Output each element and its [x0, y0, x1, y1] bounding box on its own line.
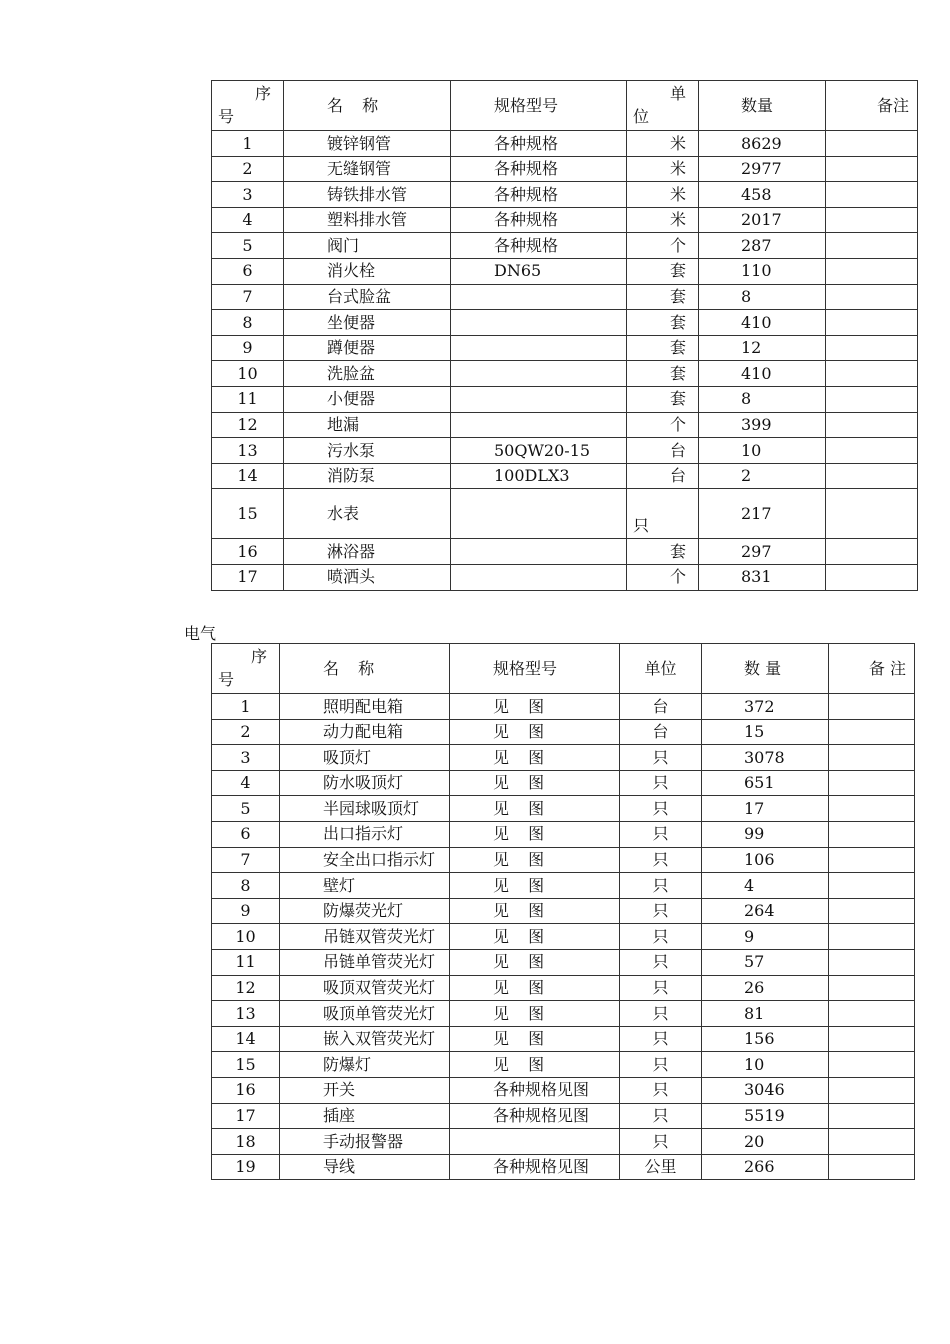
- cell-no: 9: [212, 335, 284, 361]
- header-name-text: 名 称: [327, 95, 379, 115]
- cell-spec-text: 各种规格见图: [493, 1080, 590, 1100]
- cell-note: [829, 873, 915, 899]
- table-row: [212, 1129, 915, 1155]
- table-row: [212, 284, 918, 310]
- section-label-electrical: 电气: [184, 624, 217, 643]
- cell-note: [826, 539, 918, 565]
- cell-qty: 3046: [702, 1077, 829, 1103]
- cell-no: 16: [212, 539, 284, 565]
- cell-qty: 297: [699, 539, 826, 565]
- cell-spec: DN65: [451, 258, 627, 284]
- cell-no: 2: [212, 156, 284, 182]
- table-row: [212, 949, 915, 975]
- cell-no: 12: [212, 975, 280, 1001]
- cell-spec: [450, 770, 620, 796]
- cell-note: [826, 463, 918, 489]
- header-note: 备注: [826, 81, 918, 131]
- cell-spec: 50QW20-15: [451, 438, 627, 464]
- cell-spec: 各种规格: [451, 233, 627, 259]
- cell-name: 插座: [280, 1103, 450, 1129]
- cell-spec: 各种规格: [451, 207, 627, 233]
- plumbing-materials-table: [211, 80, 918, 591]
- table-row: [212, 796, 915, 822]
- table-row: [212, 233, 918, 259]
- cell-spec: [450, 1026, 620, 1052]
- cell-note: [826, 564, 918, 590]
- cell-name: 阀门: [284, 233, 451, 259]
- cell-note: [829, 847, 915, 873]
- cell-no: 2: [212, 719, 280, 745]
- cell-note: [829, 1001, 915, 1027]
- cell-note: [826, 412, 918, 438]
- header-unit-top: 单: [669, 84, 686, 103]
- cell-note: [826, 258, 918, 284]
- cell-qty: 8629: [699, 131, 826, 157]
- cell-note: [829, 1154, 915, 1180]
- cell-name: 防水吸顶灯: [280, 770, 450, 796]
- cell-no: 8: [212, 873, 280, 899]
- cell-spec-text: 见 图: [493, 747, 545, 767]
- cell-no: 15: [212, 1052, 280, 1078]
- cell-unit: 只: [620, 847, 702, 873]
- table-row: [212, 386, 918, 412]
- table-row: [212, 924, 915, 950]
- cell-unit: [627, 489, 699, 539]
- cell-qty: 5519: [702, 1103, 829, 1129]
- header-spec: 规格型号: [450, 644, 620, 694]
- table-row: [212, 412, 918, 438]
- cell-qty: 266: [702, 1154, 829, 1180]
- cell-qty: 110: [699, 258, 826, 284]
- cell-note: [826, 131, 918, 157]
- cell-spec: [450, 719, 620, 745]
- cell-no: 5: [212, 233, 284, 259]
- table-row: [212, 847, 915, 873]
- table-row: [212, 489, 918, 539]
- cell-spec-text: 见 图: [493, 1054, 545, 1074]
- cell-no: 13: [212, 438, 284, 464]
- cell-unit: 只: [620, 1026, 702, 1052]
- header-name: [280, 644, 450, 694]
- table-row: [212, 821, 915, 847]
- cell-note: [829, 770, 915, 796]
- cell-spec: 100DLX3: [451, 463, 627, 489]
- cell-note: [829, 898, 915, 924]
- cell-name: 手动报警器: [280, 1129, 450, 1155]
- cell-name: 台式脸盆: [284, 284, 451, 310]
- cell-spec: [450, 1001, 620, 1027]
- cell-spec: [451, 412, 627, 438]
- cell-name: 消防泵: [284, 463, 451, 489]
- cell-no: 10: [212, 924, 280, 950]
- cell-qty: 410: [699, 361, 826, 387]
- cell-no: 10: [212, 361, 284, 387]
- table-row: [212, 694, 915, 720]
- table-row: [212, 898, 915, 924]
- cell-name: 导线: [280, 1154, 450, 1180]
- cell-unit: 只: [620, 1077, 702, 1103]
- table-row: [212, 770, 915, 796]
- header-seq-top: 序: [250, 647, 267, 666]
- table-row: [212, 182, 918, 208]
- cell-name: 吸顶灯: [280, 745, 450, 771]
- cell-qty: 458: [699, 182, 826, 208]
- cell-no: 6: [212, 258, 284, 284]
- cell-name: 吊链双管荧光灯: [280, 924, 450, 950]
- cell-name: 开关: [280, 1077, 450, 1103]
- cell-name: 水表: [284, 489, 451, 539]
- header-seq-bottom: 号: [218, 107, 235, 127]
- header-note: 备 注: [829, 644, 915, 694]
- header-unit: [627, 81, 699, 131]
- cell-spec-text: 见 图: [493, 722, 545, 742]
- cell-note: [829, 821, 915, 847]
- cell-qty: 264: [702, 898, 829, 924]
- cell-unit: 只: [620, 1052, 702, 1078]
- cell-no: 17: [212, 1103, 280, 1129]
- cell-unit: 只: [620, 949, 702, 975]
- cell-spec: [450, 796, 620, 822]
- table-row: [212, 335, 918, 361]
- cell-qty: 9: [702, 924, 829, 950]
- cell-name: 无缝钢管: [284, 156, 451, 182]
- cell-spec: [450, 1052, 620, 1078]
- cell-no: 11: [212, 386, 284, 412]
- cell-note: [826, 386, 918, 412]
- header-spec: 规格型号: [451, 81, 627, 131]
- cell-name: 蹲便器: [284, 335, 451, 361]
- cell-unit: 只: [620, 1103, 702, 1129]
- cell-no: 9: [212, 898, 280, 924]
- cell-note: [829, 745, 915, 771]
- cell-name: 吸顶双管荧光灯: [280, 975, 450, 1001]
- cell-qty: 8: [699, 284, 826, 310]
- cell-qty: 2: [699, 463, 826, 489]
- cell-note: [826, 335, 918, 361]
- cell-no: 16: [212, 1077, 280, 1103]
- cell-qty: 2017: [699, 207, 826, 233]
- cell-unit: 套: [627, 258, 699, 284]
- cell-qty: 20: [702, 1129, 829, 1155]
- cell-no: 4: [212, 770, 280, 796]
- cell-note: [826, 310, 918, 336]
- cell-unit: 套: [627, 310, 699, 336]
- cell-spec-text: 见 图: [493, 1003, 545, 1023]
- table-row: [212, 719, 915, 745]
- cell-name: 淋浴器: [284, 539, 451, 565]
- cell-unit: 只: [620, 796, 702, 822]
- header-seq: [212, 81, 284, 131]
- table-row: [212, 1077, 915, 1103]
- cell-unit: 只: [620, 898, 702, 924]
- cell-unit: 只: [620, 975, 702, 1001]
- cell-unit: 只: [620, 924, 702, 950]
- cell-unit: 套: [627, 361, 699, 387]
- cell-name: 半园球吸顶灯: [280, 796, 450, 822]
- cell-spec-text: 见 图: [493, 824, 545, 844]
- cell-spec-text: 各种规格见图: [493, 1106, 590, 1125]
- cell-note: [829, 1077, 915, 1103]
- table-row: [212, 539, 918, 565]
- cell-note: [829, 719, 915, 745]
- cell-spec: [451, 335, 627, 361]
- cell-qty: 12: [699, 335, 826, 361]
- table-row: [212, 463, 918, 489]
- cell-qty: 372: [702, 694, 829, 720]
- cell-qty: 831: [699, 564, 826, 590]
- cell-no: 3: [212, 745, 280, 771]
- cell-note: [826, 207, 918, 233]
- header-seq-bottom: 号: [218, 670, 235, 690]
- cell-spec: [450, 924, 620, 950]
- table-row: [212, 258, 918, 284]
- cell-spec-text: 见 图: [493, 1029, 545, 1049]
- cell-unit: 公里: [620, 1154, 702, 1180]
- cell-spec: [450, 745, 620, 771]
- cell-unit-text: 只: [633, 515, 650, 535]
- cell-qty: 651: [702, 770, 829, 796]
- cell-no: 17: [212, 564, 284, 590]
- header-unit-bottom: 位: [633, 107, 650, 127]
- cell-note: [826, 489, 918, 539]
- cell-spec: [450, 1077, 620, 1103]
- cell-no: 1: [212, 694, 280, 720]
- cell-spec: [451, 489, 627, 539]
- table-row: [212, 131, 918, 157]
- header-seq: [212, 644, 280, 694]
- cell-name: 坐便器: [284, 310, 451, 336]
- header-seq-top: 序: [254, 84, 271, 103]
- cell-qty: 15: [702, 719, 829, 745]
- cell-qty: 10: [702, 1052, 829, 1078]
- cell-no: 3: [212, 182, 284, 208]
- cell-no: 7: [212, 847, 280, 873]
- table-row: [212, 873, 915, 899]
- cell-name: 嵌入双管荧光灯: [280, 1026, 450, 1052]
- cell-qty: 156: [702, 1026, 829, 1052]
- header-unit: 单位: [620, 644, 702, 694]
- cell-unit: 台: [627, 438, 699, 464]
- table-row: [212, 310, 918, 336]
- cell-no: 5: [212, 796, 280, 822]
- electrical-materials-table: [211, 643, 915, 1180]
- cell-note: [829, 1129, 915, 1155]
- table-row: [212, 1154, 915, 1180]
- cell-spec: [450, 821, 620, 847]
- cell-qty: 10: [699, 438, 826, 464]
- cell-spec: [451, 386, 627, 412]
- cell-unit: 只: [620, 873, 702, 899]
- cell-no: 1: [212, 131, 284, 157]
- cell-name: 小便器: [284, 386, 451, 412]
- header-name: [284, 81, 451, 131]
- cell-name: 吊链单管荧光灯: [280, 949, 450, 975]
- cell-no: 4: [212, 207, 284, 233]
- cell-name: 铸铁排水管: [284, 182, 451, 208]
- cell-qty: 410: [699, 310, 826, 336]
- cell-name: 防爆荧光灯: [280, 898, 450, 924]
- cell-note: [829, 1103, 915, 1129]
- cell-spec-text: 见 图: [493, 850, 545, 870]
- cell-note: [829, 975, 915, 1001]
- cell-spec: 各种规格: [451, 156, 627, 182]
- cell-unit: 套: [627, 335, 699, 361]
- cell-name: 安全出口指示灯: [280, 847, 450, 873]
- cell-spec: [451, 361, 627, 387]
- cell-note: [826, 284, 918, 310]
- cell-note: [826, 156, 918, 182]
- table-row: [212, 1052, 915, 1078]
- cell-qty: 217: [699, 489, 826, 539]
- cell-qty: 81: [702, 1001, 829, 1027]
- cell-qty: 4: [702, 873, 829, 899]
- cell-qty: 17: [702, 796, 829, 822]
- table-row: [212, 361, 918, 387]
- cell-spec-text: 见 图: [493, 952, 545, 972]
- cell-note: [829, 1026, 915, 1052]
- cell-note: [829, 694, 915, 720]
- cell-unit: 只: [620, 1001, 702, 1027]
- cell-qty: 106: [702, 847, 829, 873]
- cell-name: 污水泵: [284, 438, 451, 464]
- table-header-row: [212, 644, 915, 694]
- cell-spec-text: 见 图: [493, 696, 545, 716]
- cell-spec: [450, 898, 620, 924]
- cell-qty: 8: [699, 386, 826, 412]
- table-row: [212, 975, 915, 1001]
- cell-qty: 2977: [699, 156, 826, 182]
- cell-name: 地漏: [284, 412, 451, 438]
- cell-name: 吸顶单管荧光灯: [280, 1001, 450, 1027]
- cell-unit: 米: [627, 182, 699, 208]
- cell-note: [826, 233, 918, 259]
- cell-note: [826, 182, 918, 208]
- cell-name: 消火栓: [284, 258, 451, 284]
- cell-name: 塑料排水管: [284, 207, 451, 233]
- cell-no: 19: [212, 1154, 280, 1180]
- cell-spec: [450, 1154, 620, 1180]
- cell-no: 14: [212, 1026, 280, 1052]
- cell-spec: [451, 539, 627, 565]
- cell-qty: 399: [699, 412, 826, 438]
- cell-no: 11: [212, 949, 280, 975]
- table-row: [212, 564, 918, 590]
- cell-no: 13: [212, 1001, 280, 1027]
- table-row: [212, 207, 918, 233]
- cell-name: 防爆灯: [280, 1052, 450, 1078]
- cell-note: [829, 796, 915, 822]
- cell-spec: [451, 310, 627, 336]
- cell-no: 15: [212, 489, 284, 539]
- cell-spec: 各种规格: [451, 131, 627, 157]
- cell-note: [826, 361, 918, 387]
- cell-name: 照明配电箱: [280, 694, 450, 720]
- cell-qty: 287: [699, 233, 826, 259]
- table-row: [212, 1103, 915, 1129]
- cell-spec: [451, 284, 627, 310]
- table-row: [212, 1026, 915, 1052]
- cell-qty: 26: [702, 975, 829, 1001]
- cell-spec: 各种规格: [451, 182, 627, 208]
- header-name-text: 名 称: [323, 658, 375, 678]
- cell-spec: [451, 564, 627, 590]
- cell-qty: 3078: [702, 745, 829, 771]
- cell-unit: 台: [620, 719, 702, 745]
- cell-name: 出口指示灯: [280, 821, 450, 847]
- table-header-row: [212, 81, 918, 131]
- cell-spec: [450, 694, 620, 720]
- cell-unit: 只: [620, 770, 702, 796]
- cell-name: 动力配电箱: [280, 719, 450, 745]
- cell-note: [826, 438, 918, 464]
- table-row: [212, 745, 915, 771]
- cell-unit: 个: [627, 412, 699, 438]
- cell-spec-text: 见 图: [493, 926, 545, 946]
- table-row: [212, 438, 918, 464]
- cell-spec-text: 见 图: [493, 875, 545, 895]
- cell-unit: 米: [627, 207, 699, 233]
- cell-spec-text: 见 图: [493, 978, 545, 998]
- cell-spec-text: 见 图: [493, 901, 545, 921]
- cell-no: 14: [212, 463, 284, 489]
- table-row: [212, 156, 918, 182]
- cell-qty: 99: [702, 821, 829, 847]
- cell-unit: 台: [627, 463, 699, 489]
- cell-spec: [450, 873, 620, 899]
- cell-unit: 套: [627, 539, 699, 565]
- cell-no: 8: [212, 310, 284, 336]
- table-row: [212, 1001, 915, 1027]
- cell-spec: [450, 847, 620, 873]
- cell-unit: 个: [627, 564, 699, 590]
- cell-spec: [450, 949, 620, 975]
- cell-spec-text: 各种规格见图: [493, 1157, 590, 1177]
- header-qty: 数 量: [702, 644, 829, 694]
- cell-no: 18: [212, 1129, 280, 1155]
- cell-unit: 米: [627, 131, 699, 157]
- cell-spec: [450, 1103, 620, 1129]
- cell-name: 壁灯: [280, 873, 450, 899]
- cell-unit: 只: [620, 745, 702, 771]
- cell-name: 喷洒头: [284, 564, 451, 590]
- cell-no: 6: [212, 821, 280, 847]
- cell-unit: 个: [627, 233, 699, 259]
- cell-spec-text: 见 图: [493, 798, 545, 818]
- cell-unit: 套: [627, 386, 699, 412]
- header-qty: 数量: [699, 81, 826, 131]
- cell-unit: 只: [620, 1129, 702, 1155]
- cell-name: 镀锌钢管: [284, 131, 451, 157]
- cell-no: 7: [212, 284, 284, 310]
- cell-spec-text: 见 图: [493, 773, 545, 793]
- cell-no: 12: [212, 412, 284, 438]
- cell-note: [829, 949, 915, 975]
- cell-spec: [450, 975, 620, 1001]
- cell-unit: 套: [627, 284, 699, 310]
- cell-spec: [450, 1129, 620, 1155]
- cell-unit: 米: [627, 156, 699, 182]
- cell-unit: 台: [620, 694, 702, 720]
- cell-note: [829, 1052, 915, 1078]
- cell-note: [829, 924, 915, 950]
- cell-name: 洗脸盆: [284, 361, 451, 387]
- cell-qty: 57: [702, 949, 829, 975]
- cell-unit: 只: [620, 821, 702, 847]
